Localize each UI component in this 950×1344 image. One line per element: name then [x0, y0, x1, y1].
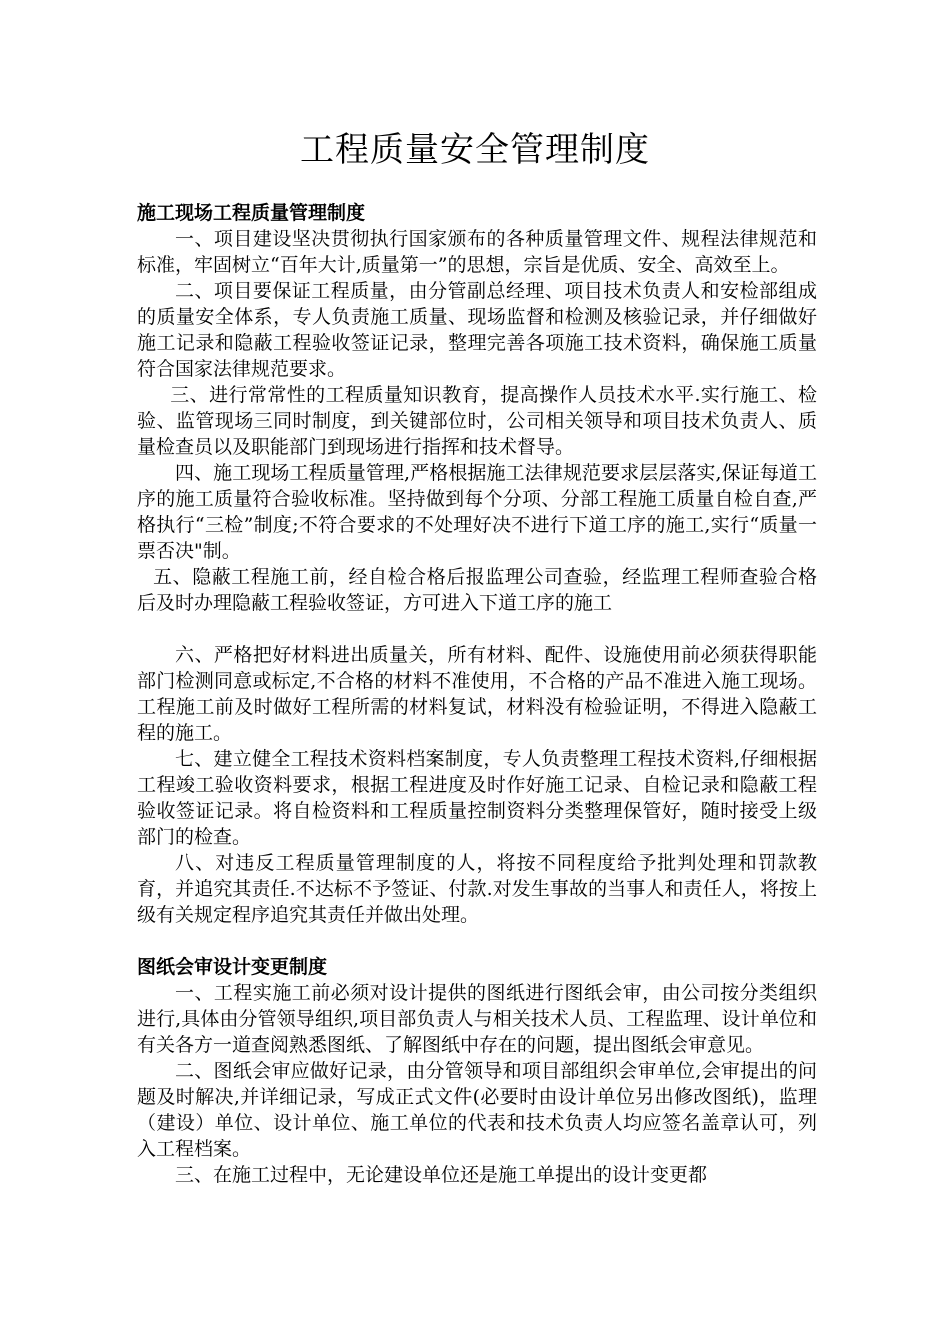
section-heading: 施工现场工程质量管理制度 [137, 202, 366, 224]
spacer [137, 928, 817, 954]
paragraph-2: 二、项目要保证工程质量，由分管副总经理、项目技术负责人和安检部组成的质量安全体系，专人负责施工质量、现场监督和检测及核验记录，并仔细做好施工记录和隐蔽工程验收签证记录，整理完善各项施工技术资料，确保施工质量符合国家法律规范要求。 [137, 280, 817, 380]
paragraph-2: 二、图纸会审应做好记录，由分管领导和项目部组织会审单位,会审提出的问题及时解决,并详细记录，写成正式文件(必要时由设计单位另出修改图纸)，监理（建设）单位、设计单位、施工单位的代表和技术负责人均应签名盖章认可，列入工程档案。 [137, 1060, 817, 1160]
document-title: 工程质量安全管理制度 [300, 130, 650, 170]
section-heading: 图纸会审设计变更制度 [137, 956, 328, 978]
paragraph-1: 一、项目建设坚决贯彻执行国家颁布的各种质量管理文件、规程法律规范和标准，牢固树立“百年大计,质量第一”的思想，宗旨是优质、安全、高效至上。 [137, 228, 817, 276]
section-quality-management [137, 200, 817, 928]
paragraph-6: 六、严格把好材料进出质量关，所有材料、配件、设施使用前必须获得职能部门检测同意或标定,不合格的材料不准使用，不合格的产品不准进入施工现场。工程施工前及时做好工程所需的材料复试，材料没有检验证明，不得进入隐蔽工程的施工。 [137, 644, 817, 744]
section-drawing-review [137, 954, 817, 1188]
paragraph-3: 三、进行常常性的工程质量知识教育，提高操作人员技术水平.实行施工、检验、监管现场三同时制度，到关键部位时，公司相关领导和项目技术负责人、质量检查员以及职能部门到现场进行指挥和技术督导。 [137, 384, 817, 458]
paragraph-3: 三、在施工过程中，无论建设单位还是施工单提出的设计变更都 [175, 1164, 708, 1186]
spacer [137, 616, 817, 642]
paragraph-4: 四、施工现场工程质量管理,严格根据施工法律规范要求层层落实,保证每道工序的施工质量符合验收标准。坚持做到每个分项、分部工程施工质量自检自查,严格执行“三检”制度;不符合要求的不处理好决不进行下道工序的施工,实行“质量一票否决"制。 [137, 462, 817, 562]
paragraph-5: 五、隐蔽工程施工前，经自检合格后报监理公司查验，经监理工程师查验合格后及时办理隐蔽工程验收签证，方可进入下道工序的施工 [137, 566, 817, 614]
paragraph-1: 一、工程实施工前必须对设计提供的图纸进行图纸会审，由公司按分类组织进行,具体由分管领导组织,项目部负责人与相关技术人员、工程监理、设计单位和有关各方一道查阅熟悉图纸、了解图纸中存在的问题，提出图纸会审意见。 [137, 982, 817, 1056]
paragraph-8: 八、对违反工程质量管理制度的人，将按不同程度给予批判处理和罚款教育，并追究其责任.不达标不予签证、付款.对发生事故的当事人和责任人，将按上级有关规定程序追究其责任并做出处理。 [137, 852, 817, 926]
document-body [137, 200, 817, 1188]
paragraph-7: 七、建立健全工程技术资料档案制度，专人负责整理工程技术资料,仔细根据工程竣工验收资料要求，根据工程进度及时作好施工记录、自检记录和隐蔽工程验收签证记录。将自检资料和工程质量控制资料分类整理保管好，随时接受上级部门的检查。 [137, 748, 817, 848]
